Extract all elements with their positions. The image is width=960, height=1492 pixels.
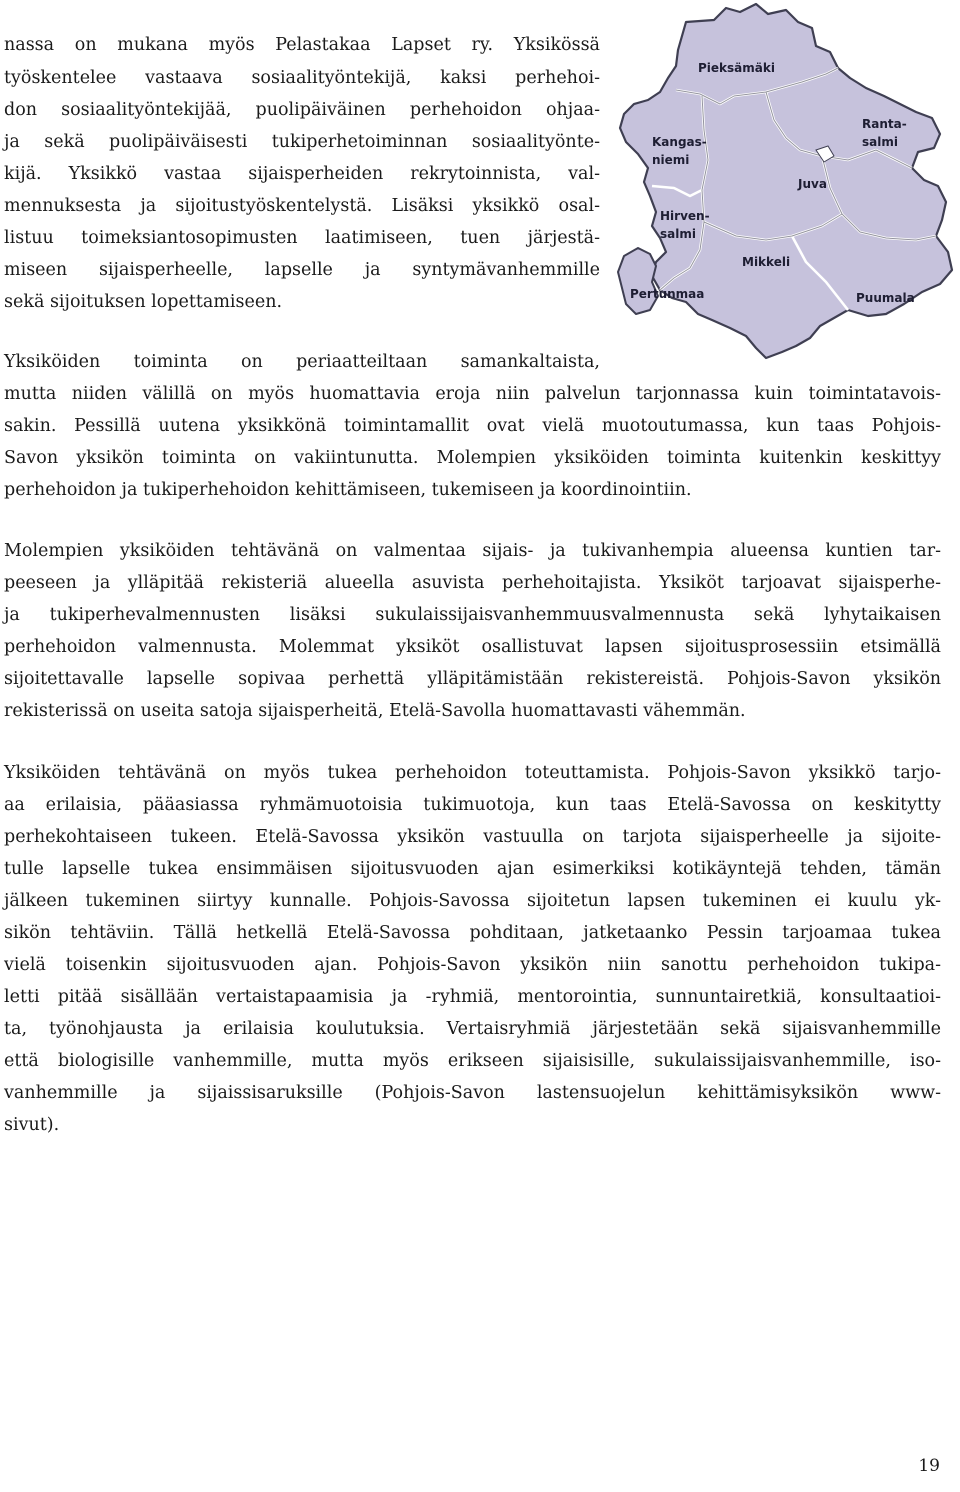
map-label-kangasniemi-2: niemi bbox=[652, 153, 690, 167]
map-label-hirvensalmi: Hirven- bbox=[660, 209, 710, 223]
text-line: ta, työnohjausta ja erilaisia koulutuksia. Vertaisryhmiä järjestetään sekä sijaisvanhemmille bbox=[4, 1019, 941, 1039]
text-line: Savon yksikön toiminta on vakiintunutta. Molempien yksiköiden toiminta kuitenkin keskittyy bbox=[4, 448, 941, 468]
text-line: perhehoidon valmennusta. Molemmat yksiköt osallistuvat lapsen sijoitusprosessiin etsimällä bbox=[4, 637, 941, 657]
text-line: letti pitää sisällään vertaistapaamisia ja -ryhmiä, mentorointia, sunnuntairetkiä, konsultaatioi- bbox=[4, 987, 941, 1007]
map-label-kangasniemi: Kangas- bbox=[652, 135, 707, 149]
text-line: sakin. Pessillä uutena yksikkönä toimintamallit ovat vielä muotoutumassa, kun taas Pohjois- bbox=[4, 416, 941, 436]
text-line: ja sekä puolipäiväisesti tukiperhetoiminnan sosiaalityönte- bbox=[4, 132, 600, 152]
text-line: vielä toisenkin sijoitusvuoden ajan. Pohjois-Savon yksikön niin sanottu perhehoidon tukipa- bbox=[4, 955, 941, 975]
text-line: työskentelee vastaava sosiaalityöntekijä, kaksi perhehoi- bbox=[4, 68, 600, 88]
text-line: kijä. Yksikkö vastaa sijaisperheiden rekrytoinnista, val- bbox=[4, 164, 600, 184]
text-line: ja tukiperhevalmennusten lisäksi sukulaissijaisvanhemmuusvalmennusta sekä lyhytaikaisen bbox=[4, 605, 941, 625]
text-line: että biologisille vanhemmille, mutta myös erikseen sijaisisille, sukulaissijaisvanhemmille, iso- bbox=[4, 1051, 941, 1071]
map-label-juva: Juva bbox=[798, 177, 827, 191]
map-label-rantasalmi: Ranta- bbox=[862, 117, 907, 131]
text-line: Yksiköiden tehtävänä on myös tukea perhehoidon toteuttamista. Pohjois-Savon yksikkö tarjo- bbox=[4, 763, 941, 783]
region-map bbox=[616, 0, 956, 362]
map-label-rantasalmi-2: salmi bbox=[862, 135, 898, 149]
text-line: don sosiaalityöntekijää, puolipäiväinen perhehoidon ohjaa- bbox=[4, 100, 600, 120]
text-line: tulle lapselle tukea ensimmäisen sijoitusvuoden ajan esimerkiksi kotikäyntejä tehden, tämän bbox=[4, 859, 941, 879]
text-line: sikön tehtäviin. Tällä hetkellä Etelä-Savossa pohditaan, jatketaanko Pessin tarjoamaa tukea bbox=[4, 923, 941, 943]
page-number: 19 bbox=[918, 1456, 940, 1476]
text-line: peeseen ja ylläpitää rekisteriä alueella asuvista perhehoitajista. Yksiköt tarjoavat sijaisperhe- bbox=[4, 573, 941, 593]
map-label-puumala: Puumala bbox=[856, 291, 915, 305]
text-line: listuu toimeksiantosopimusten laatimiseen, tuen järjestä- bbox=[4, 228, 600, 248]
map-label-mikkeli: Mikkeli bbox=[742, 255, 791, 269]
text-line: rekisterissä on useita satoja sijaisperheitä, Etelä-Savolla huomattavasti vähemmän. bbox=[4, 701, 746, 721]
map-label-pieksamaki: Pieksämäki bbox=[698, 61, 775, 75]
text-line: Yksiköiden toiminta on periaatteiltaan samankaltaista, bbox=[4, 352, 600, 372]
text-line: Molempien yksiköiden tehtävänä on valmentaa sijais- ja tukivanhempia alueensa kuntien tar- bbox=[4, 541, 941, 561]
map-label-pertunmaa: Pertunmaa bbox=[630, 287, 705, 301]
text-line: mennuksesta ja sijoitustyöskentelystä. Lisäksi yksikkö osal- bbox=[4, 196, 600, 216]
text-line: vanhemmille ja sijaissisaruksille (Pohjois-Savon lastensuojelun kehittämisyksikön www- bbox=[4, 1083, 941, 1103]
text-line: miseen sijaisperheelle, lapselle ja syntymävanhemmille bbox=[4, 260, 600, 280]
text-line: aa erilaisia, pääasiassa ryhmämuotoisia tukimuotoja, kun taas Etelä-Savossa on keskitytty bbox=[4, 795, 941, 815]
text-line: sekä sijoituksen lopettamiseen. bbox=[4, 292, 283, 312]
map-pertunmaa-area bbox=[618, 248, 658, 314]
text-line: jälkeen tukeminen siirtyy kunnalle. Pohjois-Savossa sijoitetun lapsen tukeminen ei kuulu yk- bbox=[4, 891, 941, 911]
text-line: mutta niiden välillä on myös huomattavia eroja niin palvelun tarjonnassa kuin toimintatavois- bbox=[4, 384, 941, 404]
text-line: nassa on mukana myös Pelastakaa Lapset ry. Yksikössä bbox=[4, 35, 600, 55]
text-line: sivut). bbox=[4, 1115, 60, 1135]
map-label-hirvensalmi-2: salmi bbox=[660, 227, 696, 241]
text-line: perhehoidon ja tukiperhehoidon kehittämiseen, tukemiseen ja koordinointiin. bbox=[4, 480, 692, 500]
text-line: sijoitettavalle lapselle sopivaa perhettä ylläpitämistään rekistereistä. Pohjois-Savon yksikön bbox=[4, 669, 941, 689]
text-line: perhekohtaiseen tukeen. Etelä-Savossa yksikön vastuulla on tarjota sijaisperheelle ja sijoite- bbox=[4, 827, 941, 847]
